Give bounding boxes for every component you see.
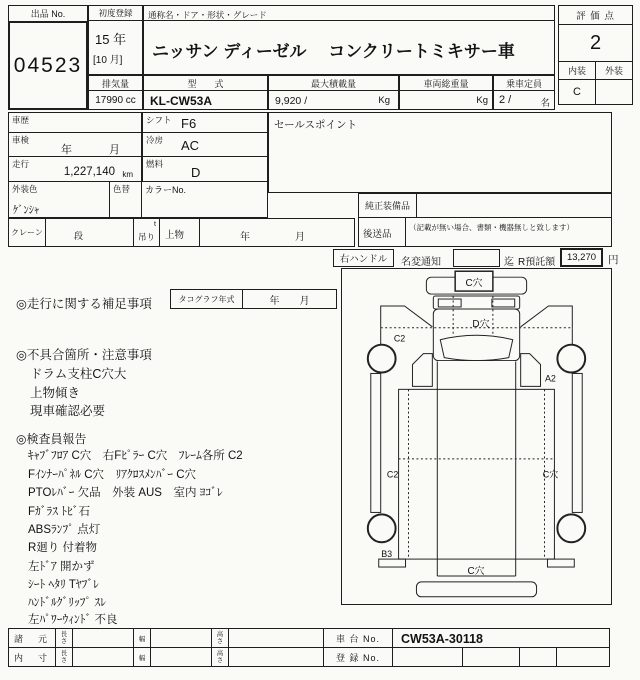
damage-label-bottom-left: B3 <box>381 549 393 560</box>
defect-heading: ◎不具合箇所・注意事項 <box>16 348 152 362</box>
payload-header: 最大積載量 <box>268 75 399 91</box>
registration-no-cell-3 <box>519 647 557 667</box>
inner-height-label: 高さ <box>211 647 229 667</box>
gvw-header: 車両総重量 <box>399 75 493 91</box>
vehicle-name-cell <box>143 20 555 75</box>
rear-mudflap-left <box>379 559 406 567</box>
displacement-header: 排気量 <box>88 75 143 91</box>
inspector-heading: ◎検査員報告 <box>16 432 87 446</box>
supplement-heading: ◎走行に関する補足事項 <box>16 297 152 311</box>
damage-label-cab: D穴 <box>472 318 490 330</box>
wheel-stubs <box>381 329 573 345</box>
rhd-box: 右ハンドル <box>333 249 394 267</box>
dims-width-value <box>150 628 212 648</box>
first-registration-header: 初度登録 <box>88 5 143 21</box>
uwamono-month: 月 <box>295 232 305 243</box>
cab-window-right <box>492 299 515 307</box>
yen-label: 円 <box>608 254 619 266</box>
history-cell: 車歴 <box>8 112 142 133</box>
vehicle-name: ニッサン ディーゼル コンクリートミキサー車 <box>152 42 515 61</box>
registration-no-cell-1 <box>392 647 463 667</box>
payload-value-cell <box>268 90 399 110</box>
report-line: 左ﾄﾞｱ 開かず <box>28 561 95 573</box>
first-registration-value <box>88 20 143 75</box>
defect-item: ドラム支柱C穴大 <box>30 367 127 381</box>
fuel-cell: 燃料 D <box>142 156 268 182</box>
made-label: 迄 <box>504 257 514 268</box>
report-line: 左ﾊﾟﾜｰｳｨﾝﾄﾞ 不良 <box>28 614 118 626</box>
report-line: ｷｬﾌﾞﾌﾛｱ C穴 右Fﾋﾟﾗｰ C穴 ﾌﾚｰﾑ各所 C2 <box>28 450 243 462</box>
inner-width-value <box>150 647 212 667</box>
chassis-no-label: 車 台 No. <box>323 628 393 648</box>
shaken-month: 月 <box>109 144 120 156</box>
deposit-amount-box: 13,270 <box>560 248 603 267</box>
body-color-cell: 外装色 ｹﾞﾝｼｬ <box>8 181 110 218</box>
defect-item: 現車確認必要 <box>30 404 106 418</box>
damage-label-bottom: C穴 <box>467 565 485 577</box>
step-shapes <box>412 354 540 387</box>
later-items-note-cell <box>405 217 612 247</box>
inner-length-label: 長さ <box>55 647 73 667</box>
gvw-value-cell <box>399 90 493 110</box>
lot-no-header: 出品 No. <box>8 5 88 22</box>
inner-height-value <box>228 647 324 667</box>
uwamono-yearmonth-cell <box>199 218 355 247</box>
uwamono-year: 年 <box>240 232 250 243</box>
height-label: 高さ <box>211 628 229 648</box>
vehicle-name-header: 通称名・ドア・形状・グレード <box>143 5 555 21</box>
fuel-value: D <box>191 165 201 180</box>
sales-point-box: セールスポイント <box>268 112 612 193</box>
genuine-equipment-label: 純正装備品 <box>358 193 417 218</box>
dims-length-value <box>72 628 134 648</box>
tachograph-label: タコグラフ年式 <box>170 289 243 309</box>
report-line: ﾊﾝﾄﾞﾙｸﾞﾘｯﾌﾟ ｽﾚ <box>28 597 106 609</box>
displacement-value: 17990 cc <box>88 90 143 110</box>
lot-no-value: 04523 <box>8 21 88 110</box>
chassis-no-value: CW53A-30118 <box>392 628 610 648</box>
report-line: ｼｰﾄ ﾍﾀﾘ Tﾔﾌﾞﾚ <box>28 579 99 591</box>
capacity-value-cell <box>493 90 555 110</box>
shaken-year: 年 <box>61 144 72 156</box>
model-code-header: 型 式 <box>143 75 268 91</box>
first-registration-month: [10 月] <box>93 55 123 66</box>
registration-no-cell-4 <box>556 647 610 667</box>
rear-bumper-shape <box>416 582 536 597</box>
color-no-cell: カラーNo. <box>141 181 268 218</box>
report-line: PTOﾚﾊﾞｰ 欠品 外装 AUS 室内 ﾖｺﾞﾚ <box>28 487 223 499</box>
windshield-shape <box>440 335 512 360</box>
ac-value: AC <box>181 138 200 153</box>
rear-right-wheel <box>557 514 585 542</box>
inner-length-value <box>72 647 134 667</box>
length-label: 長さ <box>55 628 73 648</box>
exterior-header: 外装 <box>595 61 633 80</box>
grade-value: 2 <box>558 24 633 62</box>
interior-grade: C <box>558 79 596 105</box>
shift-value: F6 <box>181 116 197 131</box>
damage-label-right: A2 <box>544 373 556 384</box>
exterior-grade <box>595 79 633 105</box>
ac-cell: 冷房 AC <box>142 132 268 157</box>
genuine-equipment-value <box>416 193 612 218</box>
rename-notice-label: 名変通知 <box>401 257 441 268</box>
capacity-unit: 名 <box>540 98 550 109</box>
gvw-unit: Kg <box>476 95 488 106</box>
rename-notice-box <box>453 249 500 267</box>
later-items-note: （記載が無い場合、書類・機器無しと致します） <box>409 223 574 232</box>
rear-left-wheel <box>368 514 396 542</box>
inner-dims-label: 内 寸 <box>8 647 56 667</box>
body-dotted-verticals <box>409 389 545 559</box>
report-line: R廻り 付着物 <box>28 542 97 554</box>
tachograph-value: 年 月 <box>242 289 337 309</box>
registration-no-label: 登 録 No. <box>323 647 393 667</box>
later-items-label-cell: 後送品 <box>358 217 406 247</box>
grade-header: 評 価 点 <box>558 5 633 25</box>
right-side-rail <box>572 373 582 512</box>
damage-label-lower-right: C穴 <box>542 469 559 480</box>
shift-cell: シフト F6 <box>142 112 268 133</box>
body-outline <box>399 389 555 559</box>
first-registration-year: 15 年 <box>95 32 127 47</box>
report-line: Fｲﾝﾅｰﾊﾟﾈﾙ C穴 ﾘｱｸﾛｽﾒﾝﾊﾞｰ C穴 <box>28 469 197 481</box>
body-color-value: ｹﾞﾝｼｬ <box>13 204 40 216</box>
model-code-value: KL-CW53A <box>143 90 268 110</box>
payload-unit: Kg <box>378 95 390 106</box>
inner-width-label: 幅 <box>133 647 151 667</box>
shaken-cell: 車検 年 月 <box>8 132 142 157</box>
deposit-label: R預託額 <box>518 257 556 268</box>
damage-label-lower-left: C2 <box>386 469 399 480</box>
front-left-wheel <box>368 345 396 373</box>
damage-label-top: C穴 <box>465 278 483 290</box>
capacity-value: 2 / <box>499 94 512 106</box>
payload-value: 9,920 / <box>275 95 308 107</box>
registration-no-cell-2 <box>462 647 520 667</box>
cab-window-left <box>438 299 461 307</box>
crane-label-cell: クレーン <box>8 218 46 247</box>
crane-dan-cell: 段 <box>45 218 134 247</box>
mileage-value: 1,227,140 <box>63 166 115 178</box>
mileage-cell: 走行 1,227,140 km <box>8 156 142 182</box>
uwamono-label-cell: 上物 <box>159 218 200 247</box>
capacity-header: 乗車定員 <box>493 75 555 91</box>
crane-tsuri-cell: t 吊り <box>133 218 160 247</box>
report-line: Fｶﾞﾗｽ ﾄﾋﾞ石 <box>28 506 90 518</box>
dimensions-label: 諸 元 <box>8 628 56 648</box>
damage-label-upper-left: C2 <box>393 333 406 344</box>
dims-height-value <box>228 628 324 648</box>
mileage-unit: km <box>122 170 133 179</box>
interior-header: 内装 <box>558 61 596 80</box>
width-label: 幅 <box>133 628 151 648</box>
defect-item: 上物傾き <box>30 386 81 400</box>
rear-mudflap-right <box>547 559 574 567</box>
left-side-rail <box>371 373 381 512</box>
report-line: ABSﾗﾝﾌﾟ 点灯 <box>28 524 101 536</box>
vehicle-damage-diagram <box>341 268 612 605</box>
mixer-chute-column <box>437 362 515 576</box>
color-change-cell: 色替 <box>109 181 142 218</box>
front-right-wheel <box>557 345 585 373</box>
